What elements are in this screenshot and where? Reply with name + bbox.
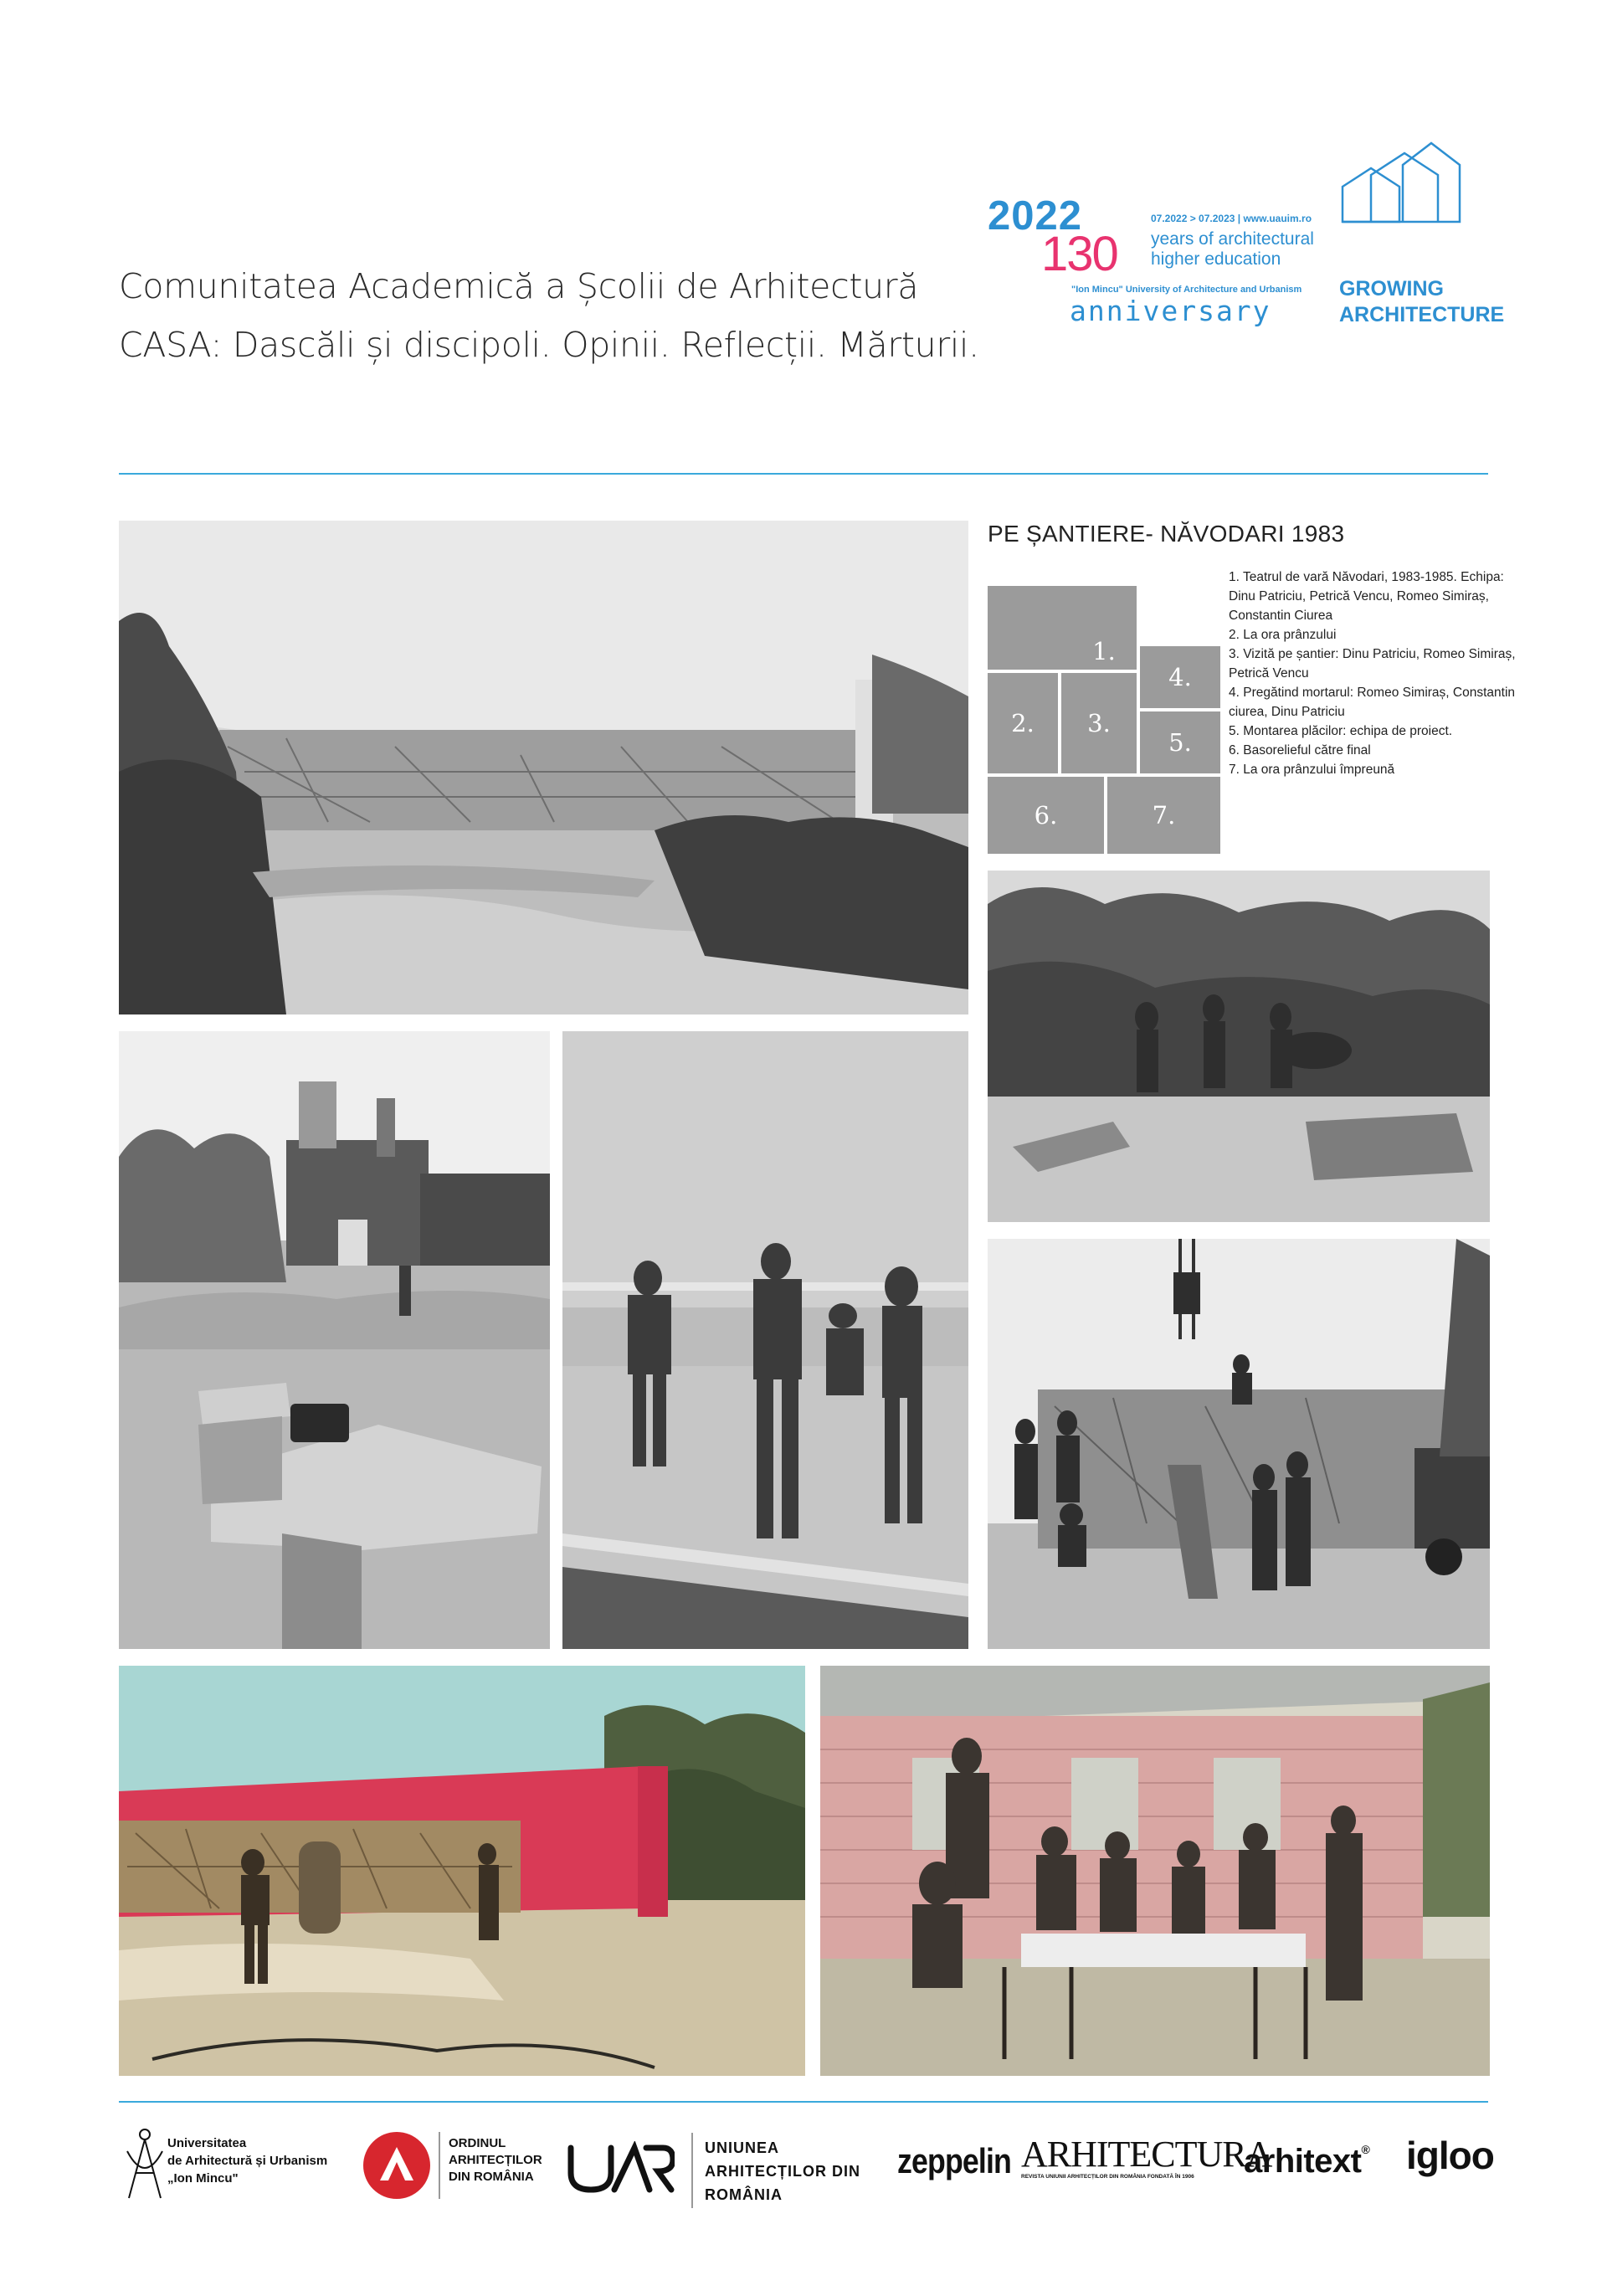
diagram-cell-1: 1. <box>988 586 1137 670</box>
caption-line: Constantin Ciurea <box>1229 609 1333 623</box>
photo-bas-relief-final <box>119 1666 805 2076</box>
diagram-cell-3: 3. <box>1061 673 1137 773</box>
diagram-cell-7: 7. <box>1107 777 1220 854</box>
photo-lunch-on-site <box>119 1031 550 1649</box>
title-line-1: Comunitatea Academică a Școlii de Arhitectură <box>119 266 919 306</box>
anniversary-dates: 07.2022 > 07.2023 | www.uauim.ro <box>1151 213 1312 224</box>
title-line-2: CASA: Dascăli și discipoli. Opinii. Reflecții. Mărturii. <box>119 325 979 365</box>
uauim-compass-icon <box>126 2126 164 2201</box>
uauim-line1: Universitatea <box>167 2136 247 2150</box>
photo-preparing-mortar <box>988 871 1490 1222</box>
caption-line: 4. Pregătind mortarul: Romeo Simiraș, Constantin <box>1229 686 1516 700</box>
arhitectura-subtitle: REVISTA UNIUNII ARHITECȚILOR DIN ROMÂNIA FONDATĂ ÎN 1906 <box>1021 2174 1194 2180</box>
photo-lunch-together <box>820 1666 1490 2076</box>
caption-line: 1. Teatrul de vară Năvodari, 1983-1985. Echipa: <box>1229 570 1504 584</box>
caption-line: 7. La ora prânzului împreună <box>1229 763 1395 777</box>
houses-icon <box>1337 138 1463 226</box>
oar-separator <box>439 2132 440 2199</box>
diagram-cell-2: 2. <box>988 673 1058 773</box>
footer-divider <box>119 2101 1488 2103</box>
photo-site-visit <box>562 1031 968 1649</box>
anniversary-logo <box>988 186 1322 345</box>
arhitext-wordmark: arhitext <box>1244 2143 1362 2180</box>
caption-line: 5. Montarea plăcilor: echipa de proiect. <box>1229 724 1453 738</box>
photo-mounting-panels <box>988 1239 1490 1649</box>
igloo-logo: igloo <box>1406 2134 1494 2177</box>
registered-icon: ® <box>1361 2143 1370 2156</box>
uar-separator <box>691 2133 693 2208</box>
diagram-cell-4: 4. <box>1140 646 1220 708</box>
photo-layout-diagram <box>988 586 1222 854</box>
caption-line: Petrică Vencu <box>1229 666 1309 681</box>
uauim-line2: de Arhitectură și Urbanism <box>167 2154 328 2168</box>
oar-line1: ORDINUL <box>449 2136 506 2150</box>
growing-line1: GROWING <box>1339 277 1444 300</box>
caption-line: Dinu Patriciu, Petrică Vencu, Romeo Simiraș, <box>1229 589 1489 604</box>
header-divider <box>119 473 1488 475</box>
uar-line2: ARHITECȚILOR DIN <box>705 2163 860 2180</box>
growing-architecture-logo <box>1337 138 1505 347</box>
arhitectura-wordmark: ARHITECTURA <box>1021 2134 1272 2175</box>
uar-mark-icon <box>566 2141 675 2196</box>
oar-line3: DIN ROMÂNIA <box>449 2170 534 2184</box>
photo-captions <box>1229 568 1516 779</box>
uar-logo <box>566 2133 909 2216</box>
uar-line3: ROMÂNIA <box>705 2186 783 2203</box>
anniversary-university: "Ion Mincu" University of Architecture and Urbanism <box>1071 285 1302 295</box>
growing-line2: ARCHITECTURE <box>1339 303 1505 326</box>
zeppelin-logo: zeppelin <box>897 2141 1012 2180</box>
arhitext-logo <box>1244 2143 1369 2180</box>
photo-summer-theatre <box>119 521 968 1014</box>
uauim-logo <box>126 2126 360 2206</box>
caption-line: ciurea, Dinu Patriciu <box>1229 705 1345 719</box>
anniversary-number: 130 <box>1041 227 1117 281</box>
uar-mark-text <box>566 2133 567 2134</box>
uauim-line3: „Ion Mincu" <box>167 2171 239 2186</box>
anniversary-years-line2: higher education <box>1151 249 1281 269</box>
caption-line: 6. Basorelieful către final <box>1229 743 1371 758</box>
anniversary-year: 2022 <box>988 193 1083 239</box>
section-title: PE ȘANTIERE- NĂVODARI 1983 <box>988 521 1345 547</box>
oar-line2: ARHITECȚILOR <box>449 2153 542 2167</box>
anniversary-years-line1: years of architectural <box>1151 229 1314 249</box>
caption-line: 2. La ora prânzului <box>1229 628 1337 642</box>
uar-line1: UNIUNEA <box>705 2139 780 2156</box>
arhitectura-logo <box>1021 2133 1272 2191</box>
diagram-cell-6: 6. <box>988 777 1104 854</box>
diagram-cell-5: 5. <box>1140 711 1220 773</box>
oar-emblem-icon <box>362 2130 432 2201</box>
oar-logo <box>362 2130 562 2206</box>
anniversary-word: anniversary <box>1070 295 1271 327</box>
caption-line: 3. Vizită pe șantier: Dinu Patriciu, Romeo Simiraș, <box>1229 647 1516 661</box>
